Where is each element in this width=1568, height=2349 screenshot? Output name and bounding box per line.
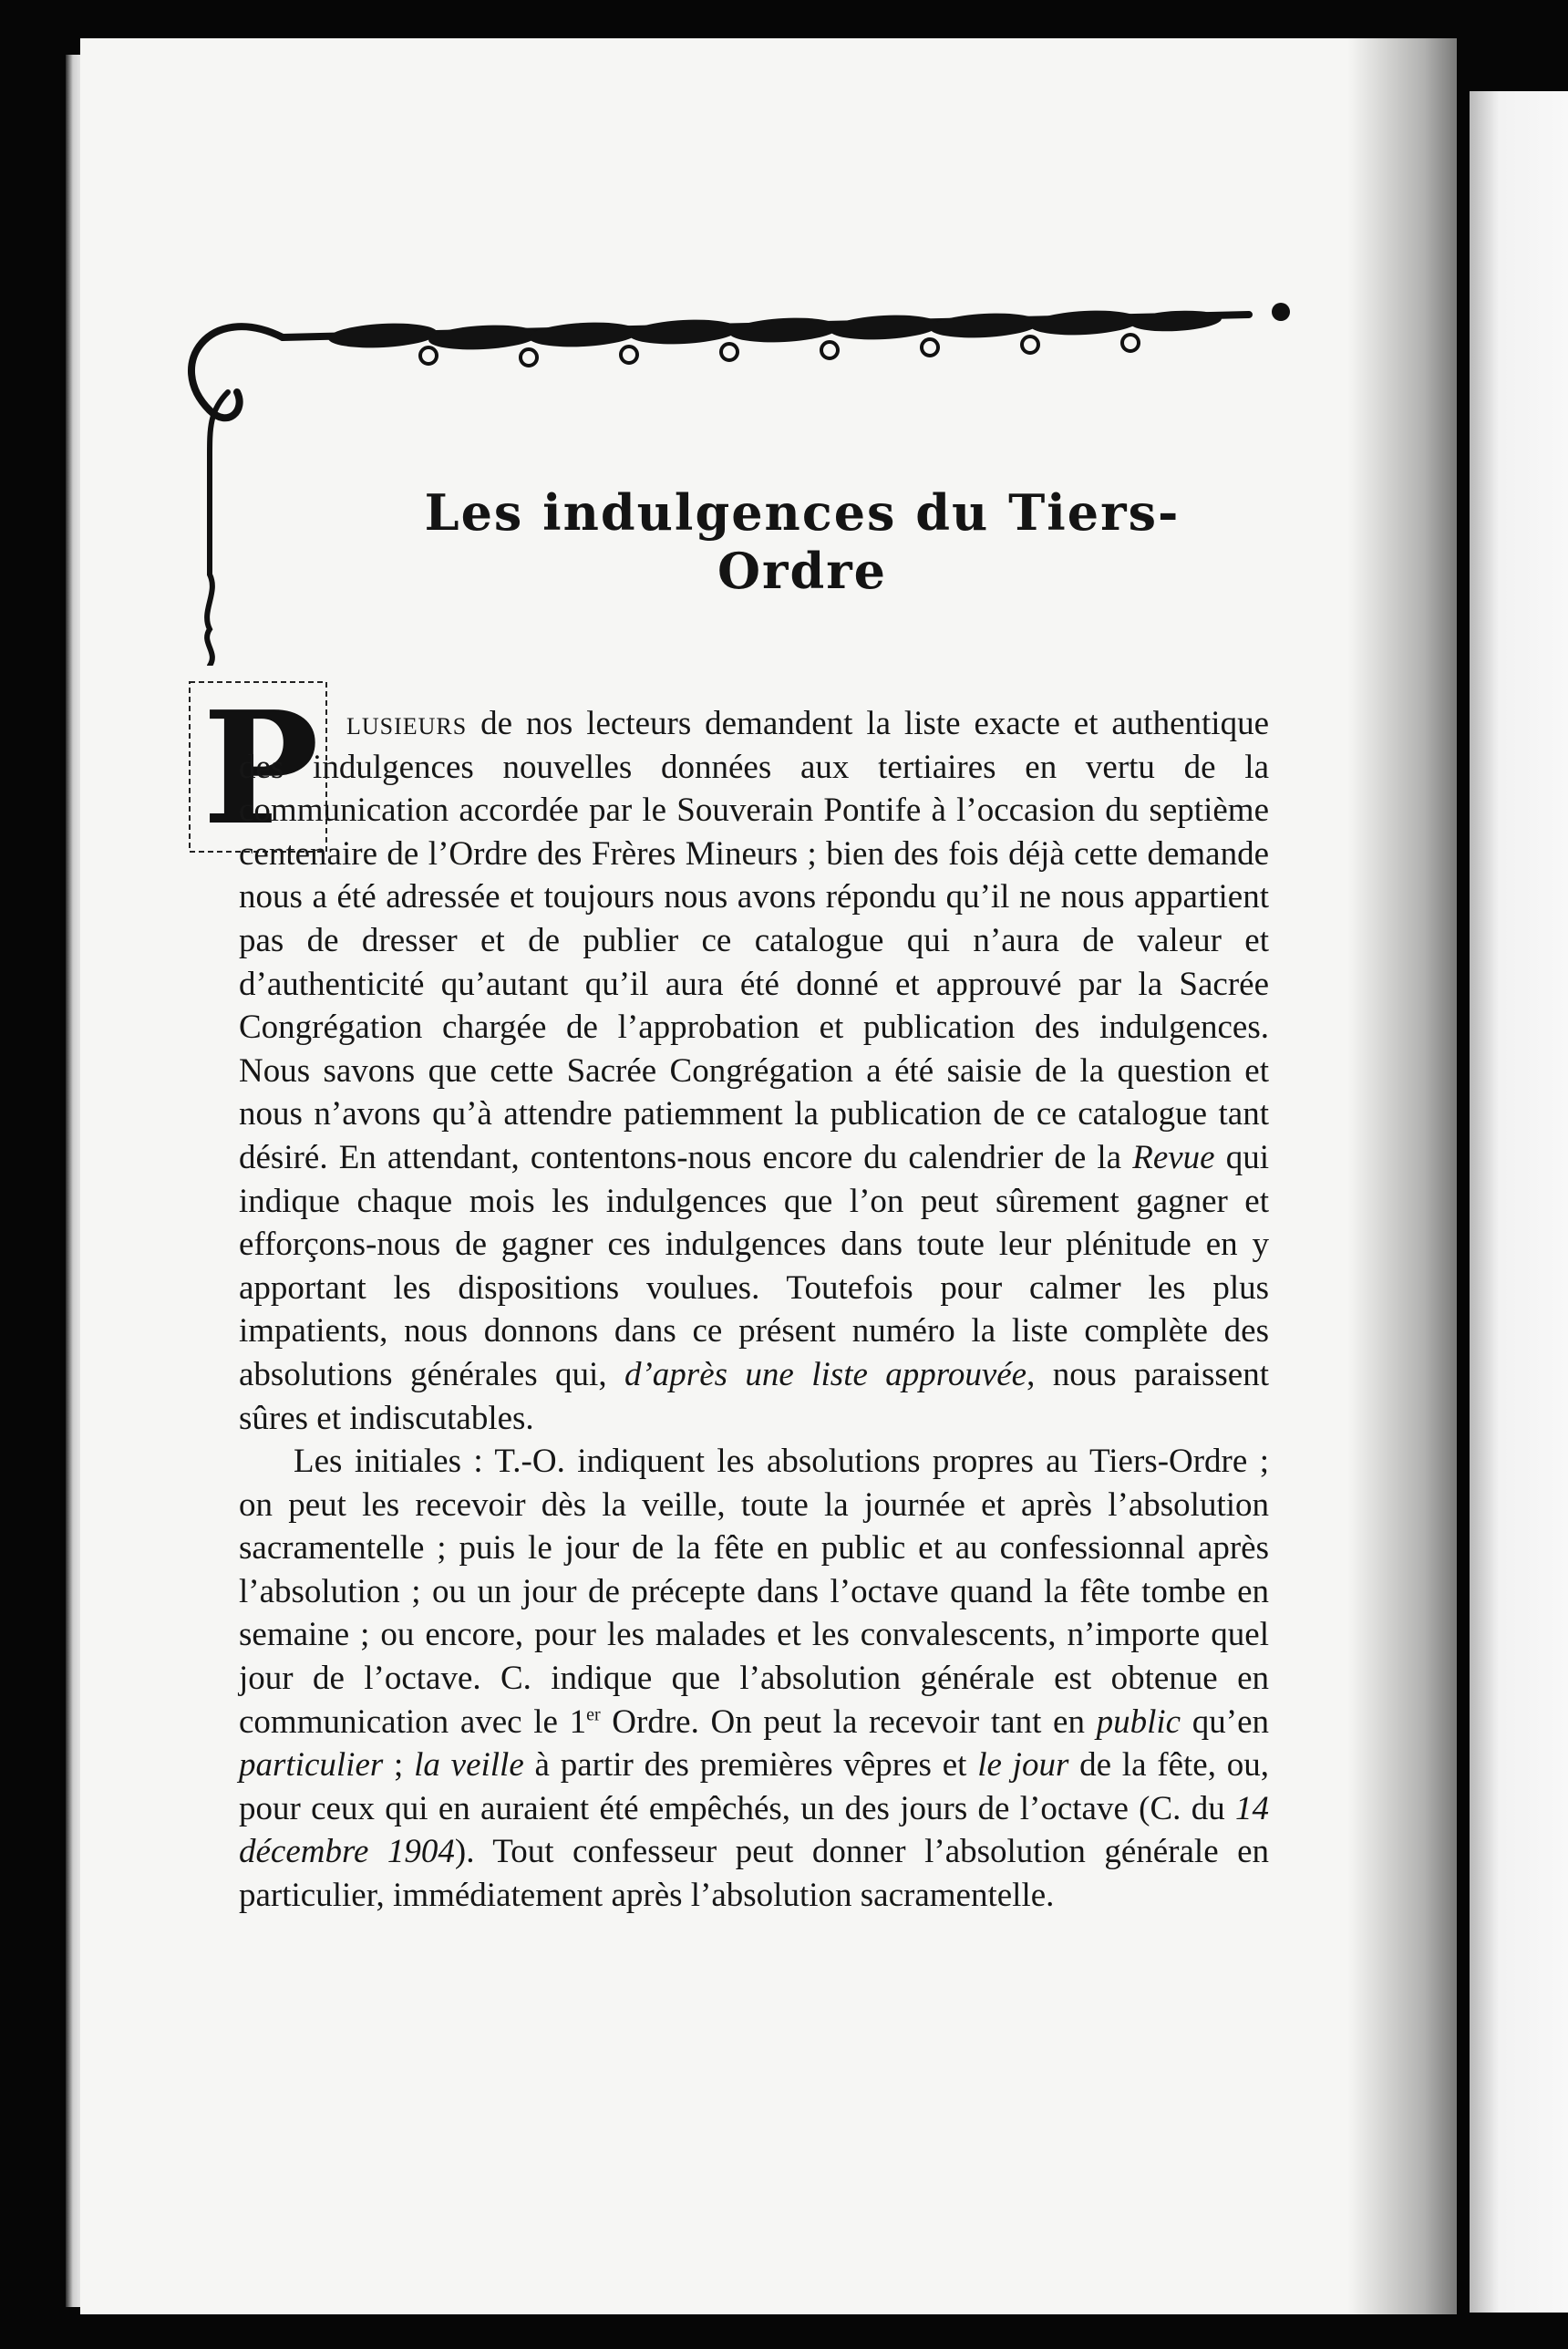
- article-body: [239, 702, 1269, 1918]
- paragraph-1-text-1: de nos lecteurs demandent la liste exacte et authentique des indulgences nouvelles données aux tertiaires en vertu de la communication accordée par le Souverain Pontife à l’occasion du septième centenaire de l’Ordre des Frères Mineurs ; bien des fois déjà cette demande nous a été adressée et toujours nous avons répondu qu’il ne nous appartient pas de dresser et de publier ce catalogue qui n’aura de valeur et d’authenticité qu’autant qu’il aura été donné et approuvé par la Sacrée Congrégation chargée de l’approbation et publication des indulgences. Nous savons que cette Sacrée Congrégation a été saisie de la question et nous n’avons qu’à attendre patiemment la publication de ce catalogue tant désiré. En attendant, contentons-nous encore du calendrier de la: [239, 705, 1269, 1176]
- page-title: Les indulgences du Tiers-Ordre: [424, 483, 1181, 600]
- paragraph-2-text-1: Les initiales : T.-O. indiquent les absolutions propres au Tiers-Ordre ; on peut les recevoir dès la veille, toute la journée et après l’absolution sacramentelle ; puis le jour de la fête en public et au confessionnal après l’absolution ; ou un jour de précepte dans l’octave quand la fête tombe en semaine ; ou encore, pour les malades et les convalescents, n’importe quel jour de l’octave. C. indique que l’absolution générale est obtenue en communication avec le 1: [239, 1443, 1269, 1741]
- italic-liste-approuvee: d’après une liste approuvée: [624, 1355, 1027, 1393]
- gutter-shadow: [1347, 38, 1457, 2314]
- paragraph-2-text-2: Ordre. On peut la recevoir tant en: [600, 1702, 1097, 1741]
- italic-le-jour: le jour: [977, 1746, 1069, 1785]
- ornament-finial: [1272, 303, 1290, 321]
- italic-la-veille: la veille: [414, 1746, 524, 1785]
- italic-particulier: particulier: [239, 1746, 384, 1785]
- paragraph-1-text-3: , nous paraissent sûres et indiscutables.: [239, 1355, 1270, 1437]
- paragraph-2-text-6: de la fête, ou, pour ceux qui en auraient été empêchés, un des jours de l’octave (C. du: [239, 1746, 1270, 1827]
- drop-cap-letter: P: [202, 678, 319, 859]
- paragraph-1: [239, 702, 1269, 1440]
- ornament-hook: [191, 326, 283, 418]
- lead-word: lusieurs: [346, 705, 468, 742]
- paragraph-2-text-5: à partir des premières vêpres et: [523, 1746, 978, 1785]
- ornament-stem: [207, 392, 228, 666]
- facing-page-edge: [1470, 91, 1568, 2313]
- ornament-leaves: [327, 308, 1222, 352]
- ordinal-sup: er: [586, 1704, 601, 1725]
- headpiece-ornament: [173, 246, 1322, 666]
- paragraph-2-text-4: ;: [383, 1746, 415, 1785]
- italic-date: 14 décembre 1904: [239, 1789, 1269, 1871]
- paragraph-1-text-2: qui indique chaque mois les indulgences que l’on peut sûrement gagner et efforçons-nous de gagner ces indulgences dans toute leur plénitude en y apportant les dispositions voulues. Toutefois pour calmer les plus impatients, nous donnons dans ce présent numéro la liste complète des absolutions générales qui,: [239, 1138, 1270, 1393]
- italic-revue: Revue: [1132, 1138, 1215, 1176]
- paragraph-2-text-3: qu’en: [1181, 1702, 1269, 1741]
- paragraph-2: [239, 1440, 1269, 1918]
- italic-public: public: [1096, 1702, 1181, 1741]
- paragraph-2-text-7: ). Tout confesseur peut donner l’absolution générale en particulier, immédiatement après l’absolution sacramentelle.: [239, 1833, 1270, 1915]
